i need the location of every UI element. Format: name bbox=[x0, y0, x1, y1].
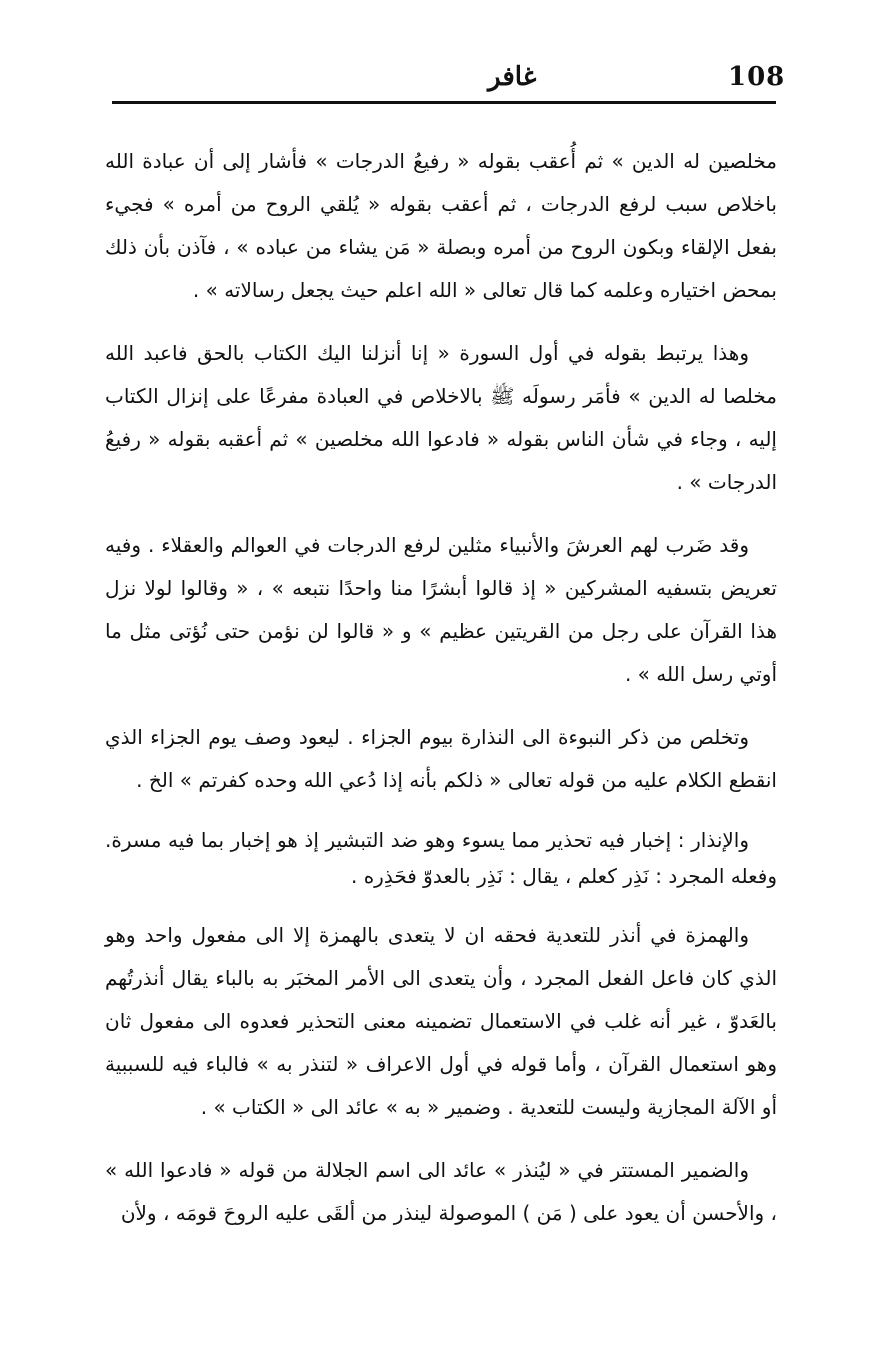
paragraph-2: وهذا يرتبط بقوله في أول السورة « إنا أنزلنا اليك الكتاب بالحق فاعبد الله مخلصا له الدين » فأمَر رسولَه ﷺ بالاخلاص في العبادة مفرعًا على إنزال الكتاب إليه ، وجاء في شأن الناس بقوله « فادعوا الله مخلصين » ثم أعقبه بقوله « رفيعُ الدرجات » . bbox=[105, 341, 777, 494]
paragraph-5: والإنذار : إخبار فيه تحذير مما يسوء وهو ضد التبشير إذ هو إخبار بما فيه مسرة. وفعله المجرد : نَذِر كعلم ، يقال : نَذِر بالعدوّ فحَذِره . bbox=[105, 828, 777, 888]
paragraph-1: مخلصين له الدين » ثم أُعقب بقوله « رفيعُ الدرجات » فأشار إلى أن عبادة الله باخلاص سبب لرفع الدرجات ، ثم أعقب بقوله « يُلقي الروح من أمره » فجيء بفعل الإلقاء وبكون الروح من أمره وبصلة « مَن يشاء من عباده » ، فآذن بأن ذلك بمحض اختياره وعلمه كما قال تعالى « الله اعلم حيث يجعل رسالاته » . bbox=[105, 149, 777, 302]
page-body bbox=[105, 140, 777, 1255]
page-number: 108 bbox=[728, 62, 786, 92]
running-title: غافر bbox=[488, 62, 537, 92]
paragraph-3: وقد ضَرب لهم العرشَ والأنبياء مثلين لرفع الدرجات في العوالم والعقلاء . وفيه تعريض بتسفيه المشركين « إذ قالوا أبشرًا منا واحدًا نتبعه » ، « وقالوا لولا نزل هذا القرآن على رجل من القريتين عظيم » و « قالوا لن نؤمن حتى نُؤتى مثل ما أوتي رسل الله » . bbox=[105, 533, 777, 686]
paragraph-7: والضمير المستتر في « ليُنذر » عائد الى اسم الجلالة من قوله « فادعوا الله » ، والأحسن أن يعود على ( مَن ) الموصولة لينذر من ألقَى عليه الروحَ قومَه ، ولأن bbox=[105, 1158, 777, 1225]
page-header bbox=[108, 62, 786, 102]
header-rule bbox=[112, 101, 776, 104]
paragraph-4: وتخلص من ذكر النبوءة الى النذارة بيوم الجزاء . ليعود وصف يوم الجزاء الذي انقطع الكلام عليه من قوله تعالى « ذلكم بأنه إذا دُعي الله وحده كفرتم » الخ . bbox=[105, 725, 777, 792]
paragraph-6: والهمزة في أنذر للتعدية فحقه ان لا يتعدى بالهمزة إلا الى مفعول واحد وهو الذي كان فاعل الفعل المجرد ، وأن يتعدى الى الأمر المخبَر به بالباء يقال أنذرتُهم بالعَدوّ ، غير أنه غلب في الاستعمال تضمينه معنى التحذير فعدوه الى مفعول ثان وهو استعمال القرآن ، وأما قوله في أول الاعراف « لتنذر به » فالباء فيه للسببية أو الآلة المجازية وليست للتعدية . وضمير « به » عائد الى « الكتاب » . bbox=[105, 923, 777, 1119]
